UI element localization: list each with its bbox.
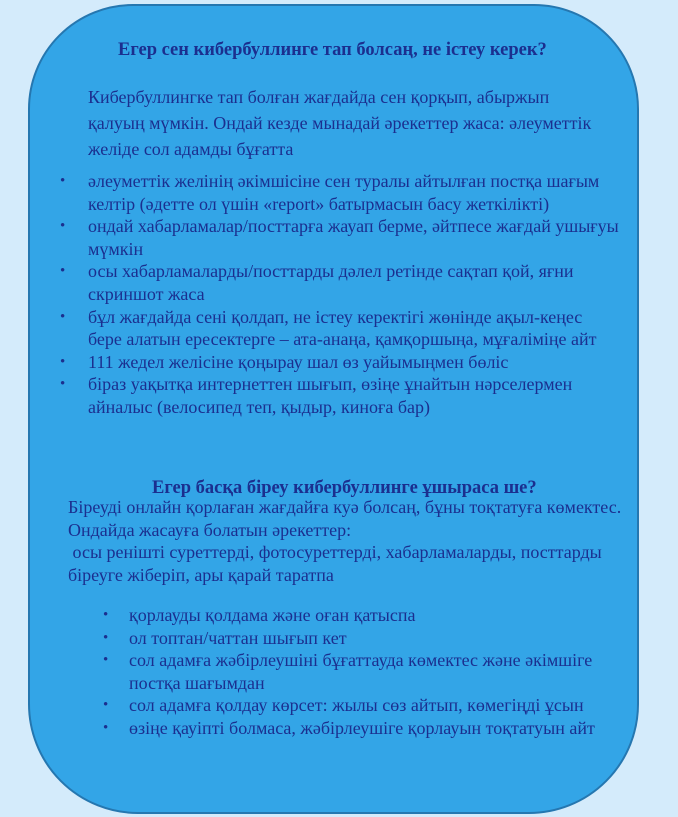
list-item: • біраз уақытқа интернеттен шығып, өзіңе ұнайтын нәрселермен айналыс (велосипед теп, қыдыр, киноға бар) bbox=[60, 373, 620, 418]
list-item: • 111 жедел желісіне қоңырау шал өз уайымыңмен бөліс bbox=[60, 351, 620, 374]
list-item: • сол адамға қолдау көрсет: жылы сөз айтып, көмегіңді ұсын bbox=[103, 694, 603, 717]
list-item: • өзіңе қауіпті болмаса, жәбірлеушіге қорлауын тоқтатуын айт bbox=[103, 717, 603, 740]
list-item: • ондай хабарламалар/посттарға жауап берме, әйтпесе жағдай ушығуы мүмкін bbox=[60, 215, 620, 260]
list-item: • ол топтан/чаттан шығып кет bbox=[103, 627, 603, 650]
section1-list bbox=[60, 170, 620, 419]
list-item: • әлеуметтік желінің әкімшісіне сен туралы айтылған постқа шағым келтір (әдетте ол үшін «report» батырмасын басу жеткілікті) bbox=[60, 170, 620, 215]
list-item: • бұл жағдайда сені қолдап, не істеу керектігі жөнінде ақыл-кеңес бере алатын ересектерге – ата-анаңа, қамқоршыңа, мұғаліміңе айт bbox=[60, 306, 620, 351]
section2-intro bbox=[68, 496, 628, 586]
section2-intro-text: Біреуді онлайн қорлаған жағдайға куә болсаң, бұны тоқтатуға көмектес. Ондайда жасауға болатын әрекеттер: bbox=[68, 497, 622, 540]
list-item: • қорлауды қолдама және оған қатыспа bbox=[103, 604, 603, 627]
list-item: • сол адамға жәбірлеушіні бұғаттауда көмектес және әкімшіге постқа шағымдан bbox=[103, 649, 603, 694]
list-item: • осы хабарламаларды/посттарды дәлел ретінде сақтап қой, яғни скриншот жаса bbox=[60, 260, 620, 305]
section1-title: Егер сен кибербуллинге тап болсаң, не істеу керек? bbox=[118, 40, 547, 60]
section1-intro: Кибербуллингке тап болған жағдайда сен қорқып, абыржып қалуың мүмкін. Ондай кезде мынадай әрекеттер жаса: әлеуметтік желіде сол адамды бұғатта bbox=[88, 87, 592, 159]
section2-list bbox=[103, 604, 603, 740]
section2-title: Егер басқа біреу кибербуллинге ұшыраса ше? bbox=[152, 478, 537, 498]
section2-intro-text-2: осы ренішті суреттерді, фотосуреттерді, хабарламаларды, посттарды біреуге жіберіп, ары қарай таратпа bbox=[68, 542, 607, 585]
